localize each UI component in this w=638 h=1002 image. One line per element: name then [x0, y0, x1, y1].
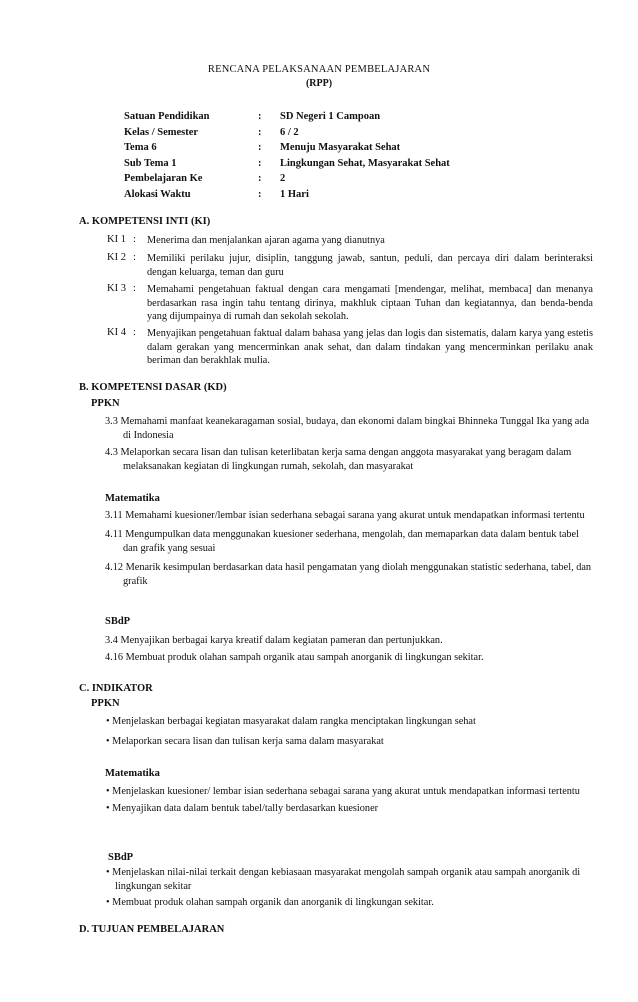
identity-colon: : [258, 158, 262, 169]
page-subtitle: (RPP) [305, 78, 333, 89]
identity-label: Pembelajaran Ke [124, 173, 203, 184]
ki-code: KI 2 [107, 252, 126, 263]
ki-code: KI 4 [107, 327, 126, 338]
section-a-title: A. KOMPETENSI INTI (KI) [79, 216, 211, 227]
kd-item: 4.3 Melaporkan secara lisan dan tulisan keterlibatan kerja sama dengan anggota masyarakat yang beragam dalam melaksanakan kegiatan di lingkungan rumah, sekolah, dan masyarakat [105, 447, 572, 472]
identity-label: Satuan Pendidikan [124, 111, 210, 122]
kd-item: 4.11 Mengumpulkan data menggunakan kuesioner sederhana, mengolah, dan memaparkan data dalam bentuk tabel dan grafik yang sesuai [105, 529, 579, 554]
identity-value: Lingkungan Sehat, Masyarakat Sehat [280, 158, 450, 169]
indikator-item: • Menjelaskan kuesioner/ lembar isian sederhana sebagai sarana yang akurat untuk mendapatkan informasi tertentu [106, 786, 580, 797]
identity-label: Kelas / Semester [124, 127, 199, 138]
kd-matematika-heading: Matematika [105, 493, 160, 504]
identity-label: Tema 6 [124, 142, 157, 153]
kd-sbdp-list [105, 634, 593, 665]
indikator-sbdp-list [106, 866, 594, 910]
indikator-sbdp-heading: SBdP [108, 852, 134, 863]
kd-matematika-list [105, 509, 593, 589]
ki-colon: : [133, 327, 136, 338]
kd-item: 4.12 Menarik kesimpulan berdasarkan data hasil pengamatan yang diolah menggunakan statistic sederhana, tabel, dan grafik [105, 562, 592, 587]
indikator-item: • Membuat produk olahan sampah organik dan anorganik di lingkungan sekitar. [106, 897, 434, 908]
kd-item: 3.3 Memahami manfaat keanekaragaman sosial, budaya, dan ekonomi dalam bingkai Bhinneka Tunggal Ika yang ada di Indonesia [105, 416, 590, 441]
identity-colon: : [258, 127, 262, 138]
kd-ppkn-heading: PPKN [91, 398, 120, 409]
ki-text: Menyajikan pengetahuan faktual dalam bahasa yang jelas dan logis dan sistematis, dalam karya yang estetis dalam gerakan yang mencerminkan anak sehat, dan dalam tindakan yang mencerminkan perilaku anak beriman dan berakhlak mulia. [147, 328, 593, 366]
identity-value: SD Negeri 1 Campoan [280, 111, 381, 122]
ki-colon: : [133, 283, 136, 294]
identity-label: Sub Tema 1 [124, 158, 177, 169]
identity-colon: : [258, 142, 262, 153]
ki-colon: : [133, 234, 136, 245]
identity-value: 2 [280, 173, 286, 184]
identity-value: 6 / 2 [280, 127, 299, 138]
kd-sbdp-heading: SBdP [105, 616, 131, 627]
section-d-title: D. TUJUAN PEMBELAJARAN [79, 924, 225, 935]
ki-code: KI 1 [107, 234, 126, 245]
indikator-item: • Menjelaskan berbagai kegiatan masyarakat dalam rangka menciptakan lingkungan sehat [106, 716, 476, 727]
indikator-ppkn-heading: PPKN [91, 698, 120, 709]
ki-text: Memahami pengetahuan faktual dengan cara mengamati [mendengar, melihat, membaca] dan menanya berdasarkan rasa ingin tahu tentang dirinya, makhluk ciptaan Tuhan dan kegiatannya, dan benda-benda yang dijumpainya di rumah dan sekolah sekolah. [147, 284, 593, 322]
kd-item: 4.16 Membuat produk olahan sampah organik atau sampah anorganik di lingkungan sekitar. [105, 652, 484, 663]
indikator-matematika-heading: Matematika [105, 768, 160, 779]
ki-code: KI 3 [107, 283, 126, 294]
section-c-title: C. INDIKATOR [79, 683, 153, 694]
indikator-matematika-list [106, 785, 594, 816]
kd-item: 3.4 Menyajikan berbagai karya kreatif dalam kegiatan pameran dan pertunjukkan. [105, 635, 443, 646]
indikator-item: • Melaporkan secara lisan dan tulisan kerja sama dalam masyarakat [106, 736, 384, 747]
indikator-item: • Menjelaskan nilai-nilai terkait dengan kebiasaan masyarakat mengolah sampah organik atau sampah anorganik di lingkungan sekitar [106, 867, 581, 892]
identity-label: Alokasi Waktu [124, 189, 191, 200]
identity-colon: : [258, 173, 262, 184]
identity-value: 1 Hari [280, 189, 309, 200]
identity-colon: : [258, 111, 262, 122]
kd-item: 3.11 Memahami kuesioner/lembar isian sederhana sebagai sarana yang akurat untuk mendapatkan informasi tertentu [105, 510, 585, 521]
ki-text: Memiliki perilaku jujur, disiplin, tanggung jawab, santun, peduli, dan percaya diri dalam berinteraksi dengan keluarga, teman dan guru [147, 253, 593, 278]
indikator-item: • Menyajikan data dalam bentuk tabel/tally berdasarkan kuesioner [106, 803, 379, 814]
ki-text: Menerima dan menjalankan ajaran agama yang dianutnya [147, 235, 385, 246]
identity-colon: : [258, 189, 262, 200]
section-b-title: B. KOMPETENSI DASAR (KD) [79, 382, 227, 393]
kd-ppkn-list [105, 415, 593, 474]
page-title: RENCANA PELAKSANAAN PEMBELAJARAN [207, 64, 431, 75]
ki-colon: : [133, 252, 136, 263]
identity-value: Menuju Masyarakat Sehat [280, 142, 401, 153]
indikator-ppkn-list [106, 715, 594, 749]
